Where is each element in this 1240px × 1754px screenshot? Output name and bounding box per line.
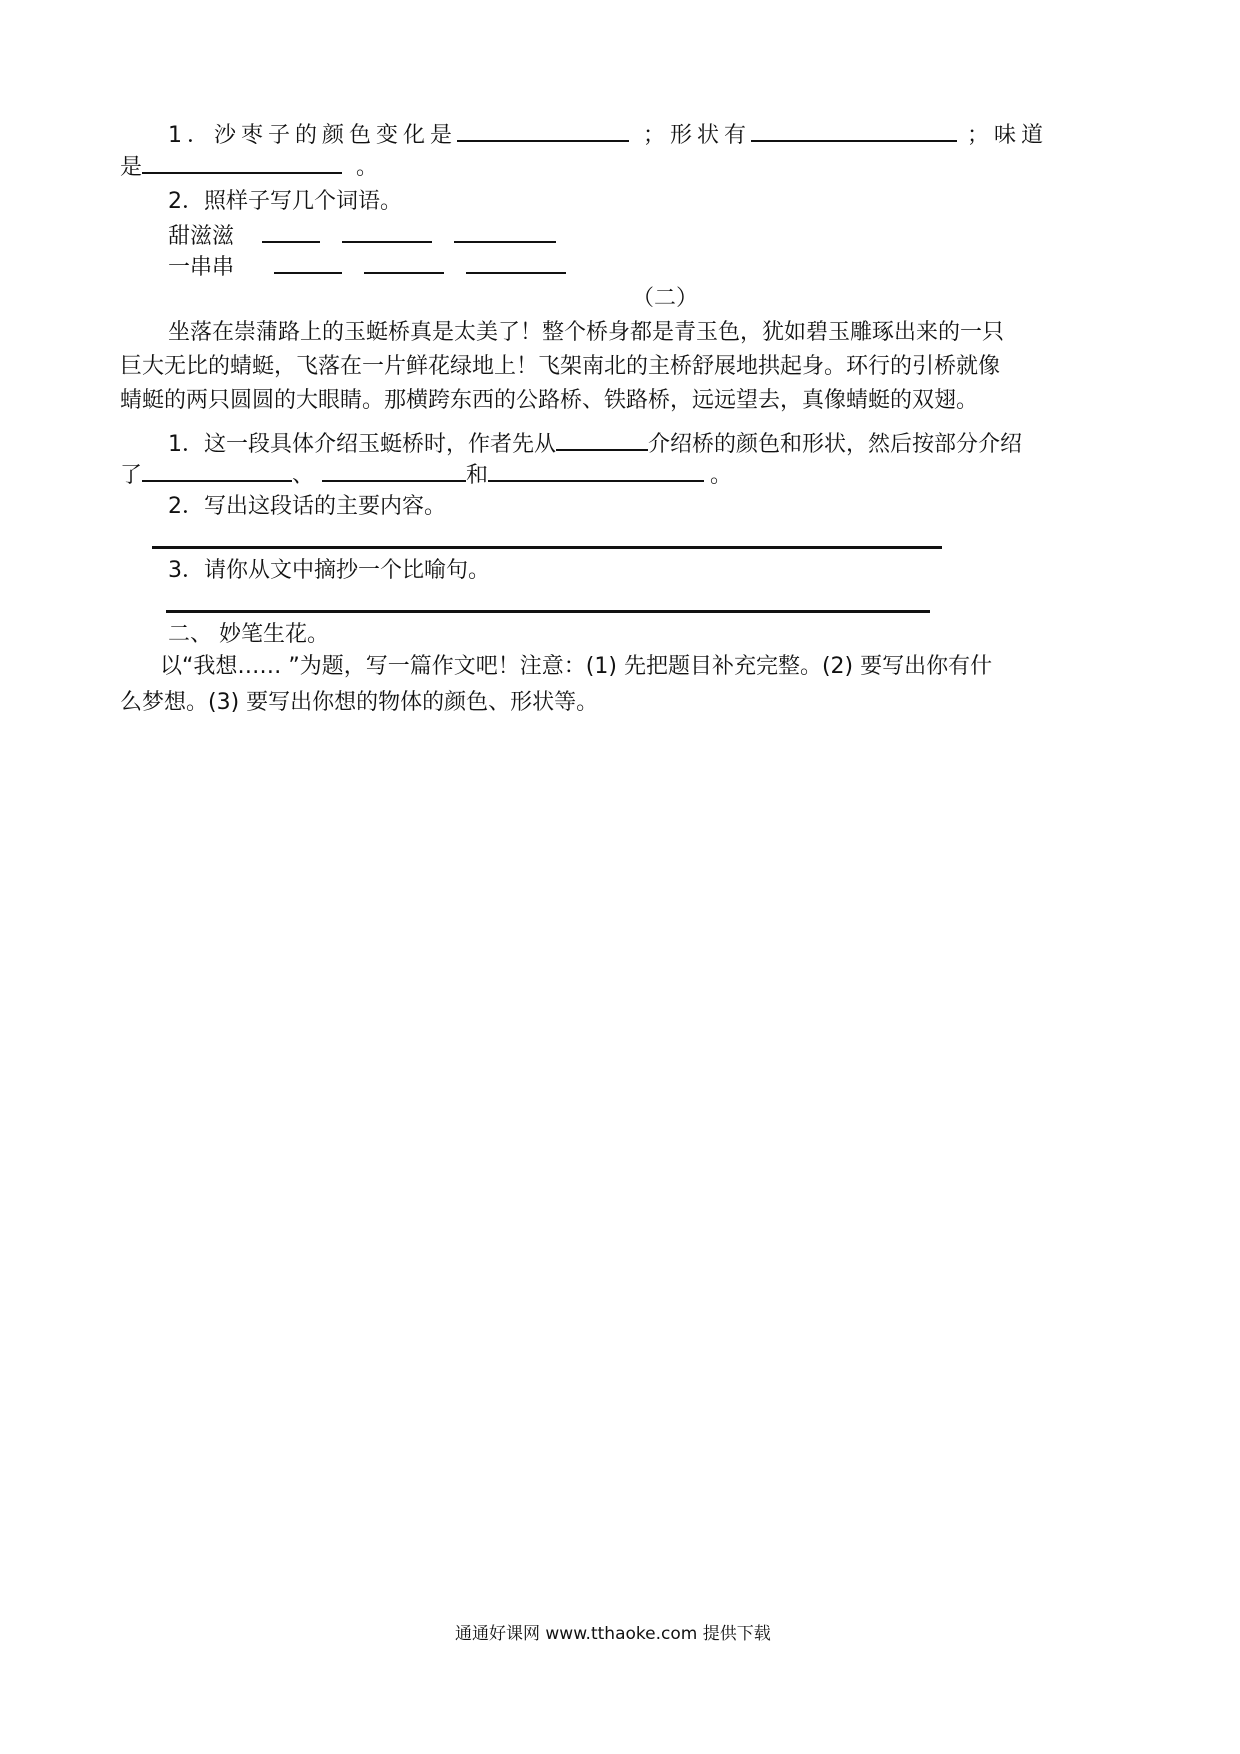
passage2-q1-blank-order[interactable] <box>556 427 648 451</box>
q1-text-b: ；形状有 <box>643 123 752 148</box>
passage2-q1-blank-part-2[interactable] <box>322 458 466 482</box>
q1-blank-taste[interactable] <box>142 150 342 174</box>
passage2-q1-blank-part-1[interactable] <box>142 458 292 482</box>
passage2-line-2: 巨大无比的蜻蜓，飞落在一片鲜花绿地上！飞架南北的主桥舒展地拱起身。环行的引桥就像 <box>120 354 1001 379</box>
passage2-line-3: 蜻蜓的两只圆圆的大眼睛。那横跨东西的公路桥、铁路桥，远远望去，真像蜻蜓的双翅。 <box>120 388 979 413</box>
q1-text-e: 。 <box>356 155 379 180</box>
passage2-line-1: 坐落在崇蒲路上的玉蜓桥真是太美了！整个桥身都是青玉色，犹如碧玉雕琢出来的一只 <box>168 320 1005 345</box>
q2-row2 <box>168 250 566 283</box>
q2-row1-blank-2[interactable] <box>342 219 432 243</box>
passage2-q1-text-c: 了 <box>120 463 143 488</box>
passage2-q2-answer-line[interactable] <box>152 546 942 549</box>
passage2-q1-text-a: 1．这一段具体介绍玉蜓桥时，作者先从 <box>168 432 556 457</box>
part2-line-1: 以“我想…… ”为题，写一篇作文吧！注意：(1) 先把题目补充完整。(2) 要写出你有什 <box>160 654 993 679</box>
passage2-q1-text-f: 。 <box>710 463 733 488</box>
passage2-q2-prompt: 2．写出这段话的主要内容。 <box>168 494 446 519</box>
q1-line2 <box>120 150 378 183</box>
passage2-q1-line1 <box>168 427 1022 460</box>
passage2-q1-text-d: 、 <box>292 463 315 488</box>
passage2-q1-text-e: 和 <box>466 463 489 488</box>
q2-row2-blank-3[interactable] <box>466 250 566 274</box>
q2-row1 <box>168 219 556 252</box>
part2-line-2: 么梦想。(3) 要写出你想的物体的颜色、形状等。 <box>120 690 599 715</box>
q2-row1-blank-1[interactable] <box>262 219 320 243</box>
q2-prompt: 2．照样子写几个词语。 <box>168 189 402 214</box>
passage2-heading: （二） <box>631 286 698 311</box>
q1-text-c: ；味道 <box>967 123 1049 148</box>
q2-row2-blank-2[interactable] <box>364 250 444 274</box>
q2-row2-label: 一串串 <box>168 255 235 280</box>
q1-line1 <box>168 118 1048 151</box>
q2-row1-blank-3[interactable] <box>454 219 556 243</box>
q1-text-a: 1．沙枣子的颜色变化是 <box>168 123 457 148</box>
q1-text-d: 是 <box>120 155 143 180</box>
passage2-q1-line2 <box>120 458 732 491</box>
part2-heading: 二、 妙笔生花。 <box>168 622 329 647</box>
q1-blank-color[interactable] <box>457 118 629 142</box>
q2-row1-label: 甜滋滋 <box>168 224 235 249</box>
passage2-q1-blank-part-3[interactable] <box>488 458 704 482</box>
passage2-q3-answer-line[interactable] <box>166 610 930 613</box>
passage2-q1-text-b: 介绍桥的颜色和形状，然后按部分介绍 <box>648 432 1023 457</box>
page-footer: 通通好课网 www.tthaoke.com 提供下载 <box>455 1624 771 1644</box>
q2-row2-blank-1[interactable] <box>274 250 342 274</box>
passage2-q3-prompt: 3．请你从文中摘抄一个比喻句。 <box>168 558 490 583</box>
q1-blank-shape[interactable] <box>751 118 957 142</box>
